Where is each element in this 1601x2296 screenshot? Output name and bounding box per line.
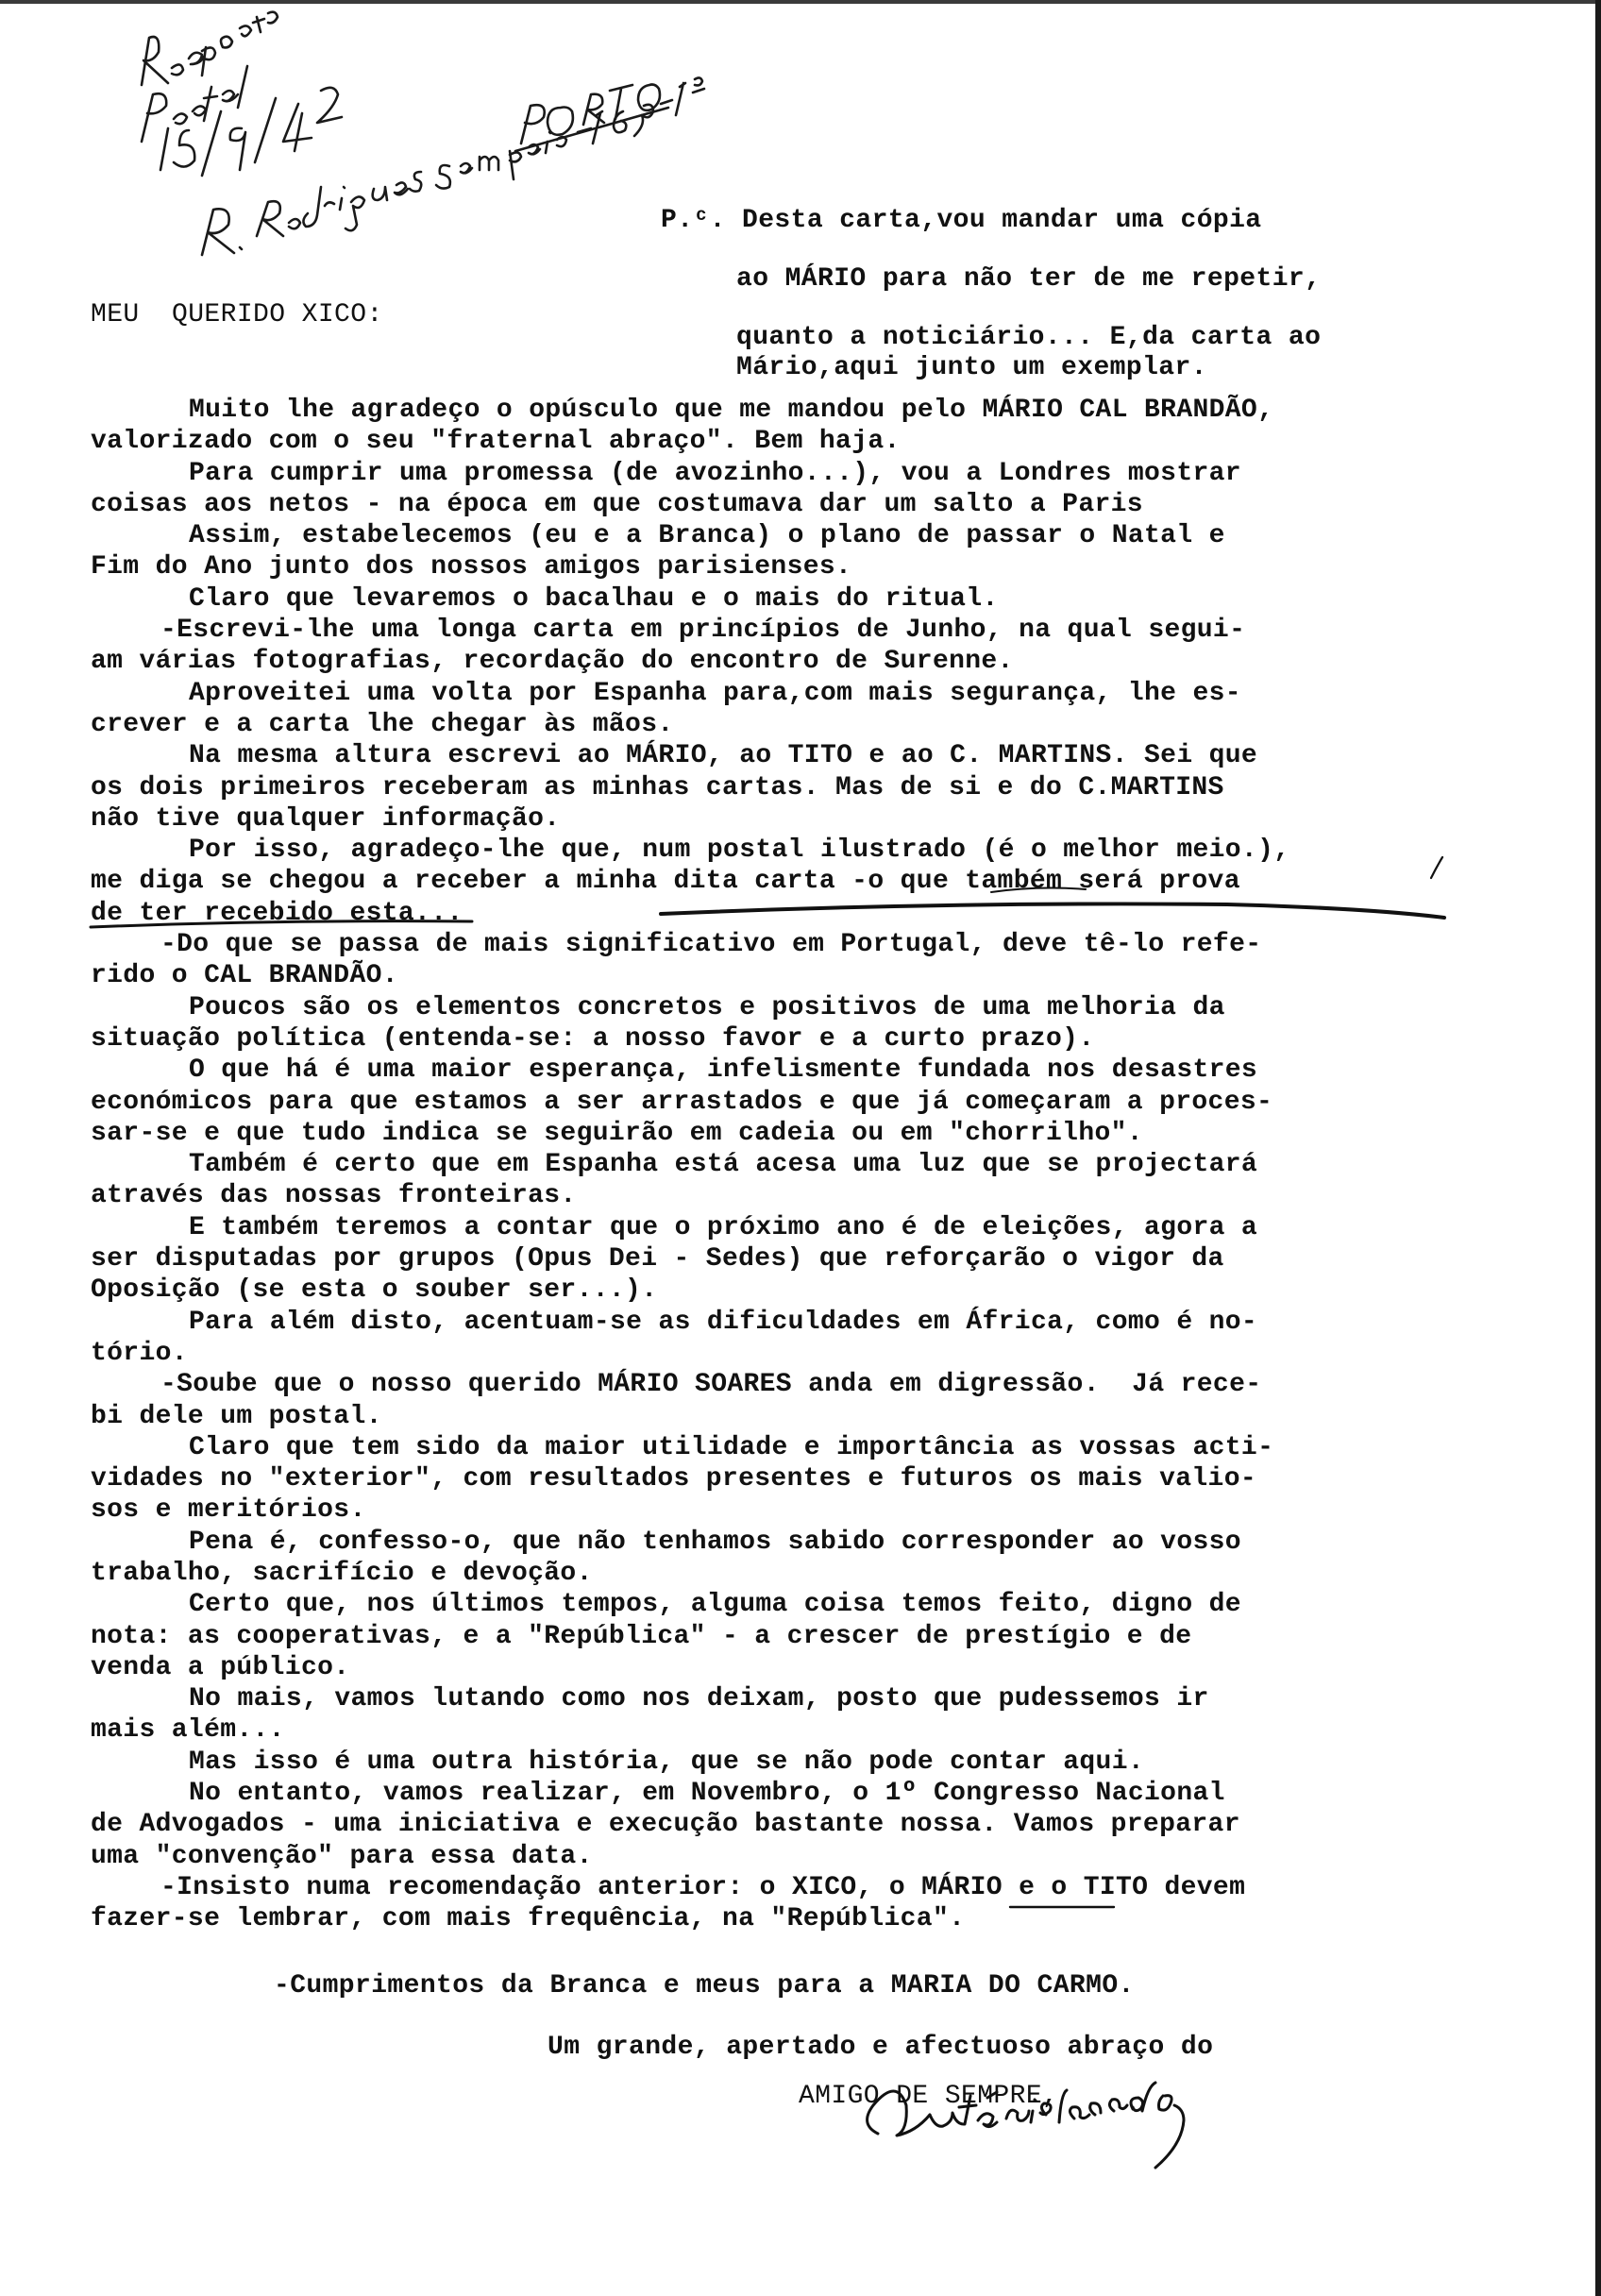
body-line: -Insisto numa recomendação anterior: o XICO, o MÁRIO e o TITO devem	[160, 1872, 1246, 1902]
body-line: Oposição (se esta o souber ser...).	[91, 1275, 658, 1306]
closing-embrace: Um grande, apertado e afectuoso abraço do	[548, 2033, 1214, 2062]
body-line: fazer-se lembrar, com mais frequência, na "República".	[91, 1904, 966, 1934]
body-line: nota: as cooperativas, e a "República" - a crescer de prestígio e de	[91, 1621, 1192, 1651]
body-line: Assim, estabelecemos (eu e a Branca) o plano de passar o Natal e	[189, 521, 1225, 551]
body-line: ser disputadas por grupos (Opus Dei - Sedes) que reforçarão o vigor da	[91, 1244, 1224, 1275]
body-line: venda a público.	[91, 1652, 350, 1682]
body-line: -Escrevi-lhe uma longa carta em princípios de Junho, na qual segui-	[160, 616, 1246, 646]
body-line: sar-se e que tudo indica se seguirão em cadeia ou em "chorrilho".	[91, 1118, 1143, 1148]
body-line: Aproveitei uma volta por Espanha para,com mais segurança, lhe es-	[189, 678, 1241, 708]
body-line: não tive qualquer informação.	[91, 803, 561, 834]
body-line: Pena é, confesso-o, que não tenhamos sabido corresponder ao vosso	[189, 1527, 1241, 1557]
closing-regards: -Cumprimentos da Branca e meus para a MARIA DO CARMO.	[274, 1971, 1135, 2001]
body-line: económicos para que estamos a ser arrastados e que já começaram a proces-	[91, 1087, 1273, 1117]
postscript-line: P.ᶜ. Desta carta,vou mandar uma cópia	[661, 206, 1262, 235]
body-line: Para cumprir uma promessa (de avozinho...), vou a Londres mostrar	[189, 458, 1241, 488]
body-line: Para além disto, acentuam-se as dificuldades em África, como é no-	[189, 1307, 1258, 1337]
body-line: Também é certo que em Espanha está acesa uma luz que se projectará	[189, 1150, 1258, 1180]
body-line: crever e a carta lhe chegar às mãos.	[91, 709, 674, 739]
body-line: rido o CAL BRANDÃO.	[91, 961, 398, 991]
closing-sign-off: AMIGO DE SEMPRE,	[799, 2082, 1059, 2111]
body-line: me diga se chegou a receber a minha dita carta -o que também será prova	[91, 867, 1240, 897]
body-line: Certo que, nos últimos tempos, alguma coisa temos feito, digno de	[189, 1590, 1241, 1620]
postscript-line: ao MÁRIO para não ter de me repetir,	[736, 264, 1322, 294]
body-line: Mas isso é uma outra história, que se não pode contar aqui.	[189, 1747, 1145, 1777]
body-line: de ter recebido esta...	[91, 898, 463, 928]
body-line: No entanto, vamos realizar, em Novembro, o 1º Congresso Nacional	[189, 1779, 1225, 1809]
salutation: MEU QUERIDO XICO:	[91, 300, 383, 329]
body-line: situação política (entenda-se: a nosso favor e a curto prazo).	[91, 1023, 1095, 1054]
body-line: -Do que se passa de mais significativo em Portugal, deve tê-lo refe-	[160, 930, 1262, 960]
body-line: sos e meritórios.	[91, 1495, 366, 1526]
body-line: de Advogados - uma iniciativa e execução bastante nossa. Vamos preparar	[91, 1810, 1240, 1840]
body-line: os dois primeiros receberam as minhas cartas. Mas de si e do C.MARTINS	[91, 772, 1224, 802]
body-line: Por isso, agradeço-lhe que, num postal ilustrado (é o melhor meio.),	[189, 836, 1290, 866]
body-line: Na mesma altura escrevi ao MÁRIO, ao TITO e ao C. MARTINS. Sei que	[189, 741, 1258, 771]
body-line: mais além...	[91, 1715, 285, 1746]
body-line: No mais, vamos lutando como nos deixam, posto que pudessemos ir	[189, 1684, 1209, 1714]
body-line: Poucos são os elementos concretos e positivos de uma melhoria da	[189, 992, 1225, 1022]
body-line: uma "convenção" para essa data.	[91, 1841, 593, 1871]
body-line: O que há é uma maior esperança, infelismente fundada nos desastres	[189, 1055, 1258, 1086]
body-line: Fim do Ano junto dos nossos amigos parisienses.	[91, 552, 852, 582]
postscript-line: Mário,aqui junto um exemplar.	[736, 353, 1207, 382]
body-line: tório.	[91, 1338, 188, 1368]
body-line: am várias fotografias, recordação do encontro de Surenne.	[91, 647, 1014, 677]
body-line: bi dele um postal.	[91, 1401, 382, 1431]
body-line: através das nossas fronteiras.	[91, 1181, 577, 1211]
body-line: Muito lhe agradeço o opúsculo que me mandou pelo MÁRIO CAL BRANDÃO,	[189, 396, 1274, 425]
body-line: trabalho, sacrifício e devoção.	[91, 1558, 593, 1588]
body-line: valorizado com o seu "fraternal abraço". Bem haja.	[91, 427, 901, 457]
body-line: Claro que levaremos o bacalhau e o mais do ritual.	[189, 583, 999, 614]
body-line: vidades no "exterior", com resultados presentes e futuros os mais valio-	[91, 1464, 1256, 1494]
body-line: Claro que tem sido da maior utilidade e importância as vossas acti-	[189, 1432, 1274, 1462]
postscript-line: quanto a noticiário... E,da carta ao	[736, 323, 1322, 352]
body-line: E também teremos a contar que o próximo ano é de eleições, agora a	[189, 1212, 1258, 1242]
body-line: coisas aos netos - na época em que costumava dar um salto a Paris	[91, 489, 1143, 519]
body-line: -Soube que o nosso querido MÁRIO SOARES anda em digressão. Já rece-	[160, 1370, 1262, 1400]
